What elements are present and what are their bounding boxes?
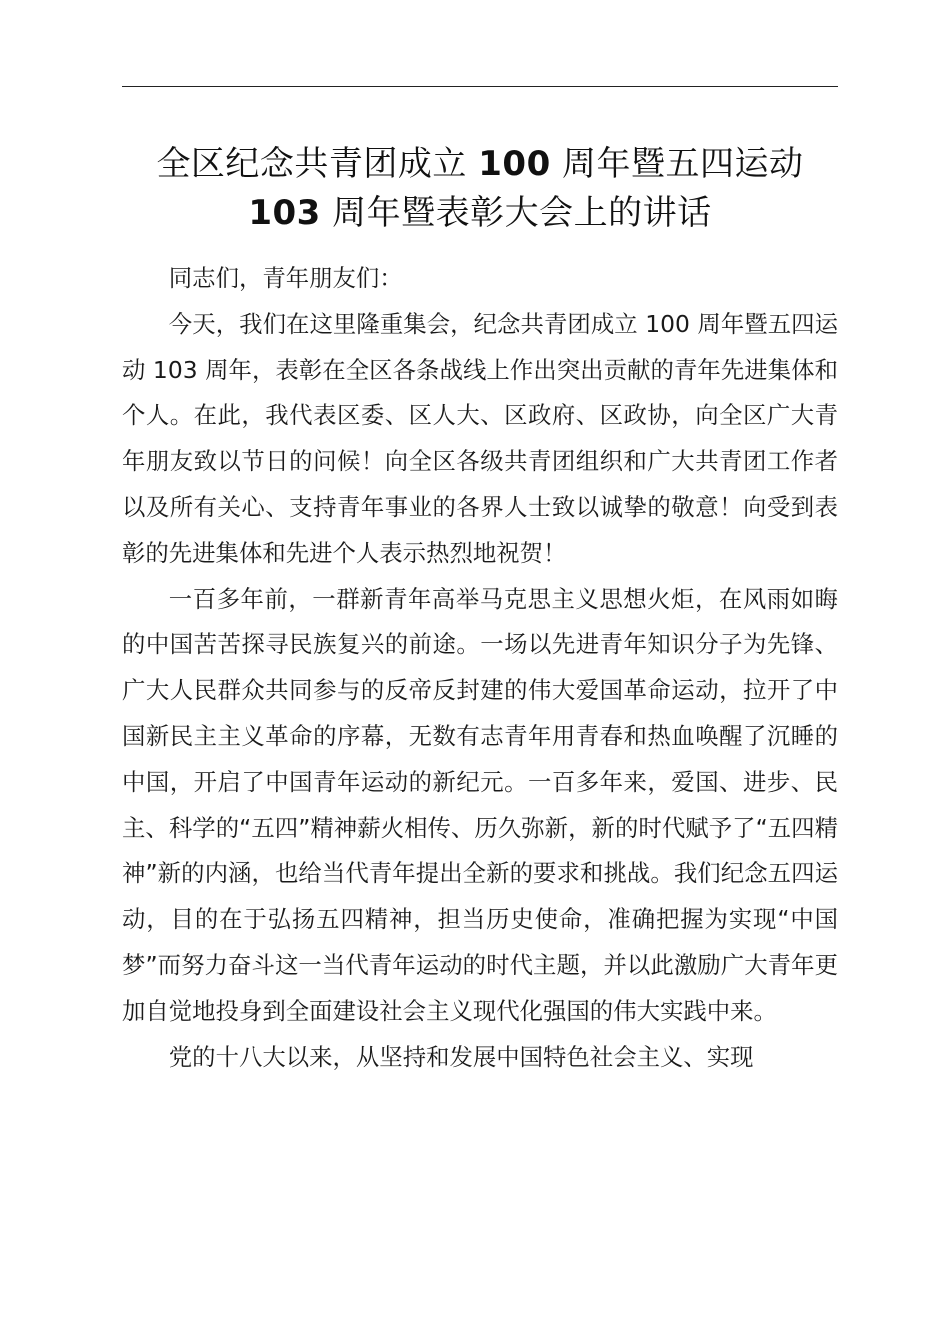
paragraph-2: 一百多年前，一群新青年高举马克思主义思想火炬，在风雨如晦的中国苦苦探寻民族复兴的前途。一场以先进青年知识分子为先锋、广大人民群众共同参与的反帝反封建的伟大爱国革命运动，拉开了中国新民主主义革命的序幕，无数有志青年用青春和热血唤醒了沉睡的中国，开启了中国青年运动的新纪元。一百多年来，爱国、进步、民主、科学的“五四”精神薪火相传、历久弥新，新的时代赋予了“五四精神”新的内涵，也给当代青年提出全新的要求和挑战。我们纪念五四运动，目的在于弘扬五四精神，担当历史使命，准确把握为实现“中国梦”而努力奋斗这一当代青年运动的时代主题，并以此激励广大青年更加自觉地投身到全面建设社会主义现代化强国的伟大实践中来。 <box>122 584 838 1025</box>
paragraph-1: 今天，我们在这里隆重集会，纪念共青团成立 100 周年暨五四运动 103 周年，表彰在全区各条战线上作出突出贡献的青年先进集体和个人。在此，我代表区委、区人大、区政府、区政协，向全区广大青年朋友致以节日的问候！向全区各级共青团组织和广大共青团工作者以及所有关心、支持青年事业的各界人士致以诚挚的敬意！向受到表彰的先进集体和先进个人表示热烈地祝贺！ <box>122 309 838 567</box>
title-line-2 <box>100 189 860 238</box>
title-line-1 <box>100 140 860 189</box>
salutation: 同志们，青年朋友们： <box>168 264 403 292</box>
header-rule <box>122 86 838 87</box>
title-line-2-text: 103 周年暨表彰大会上的讲话 <box>248 193 712 233</box>
paragraph-3: 党的十八大以来，从坚持和发展中国特色社会主义、实现 <box>168 1042 754 1071</box>
document-title <box>100 140 860 238</box>
document-body <box>122 256 838 1080</box>
title-line-1-text: 全区纪念共青团成立 100 周年暨五四运动 <box>156 144 804 184</box>
